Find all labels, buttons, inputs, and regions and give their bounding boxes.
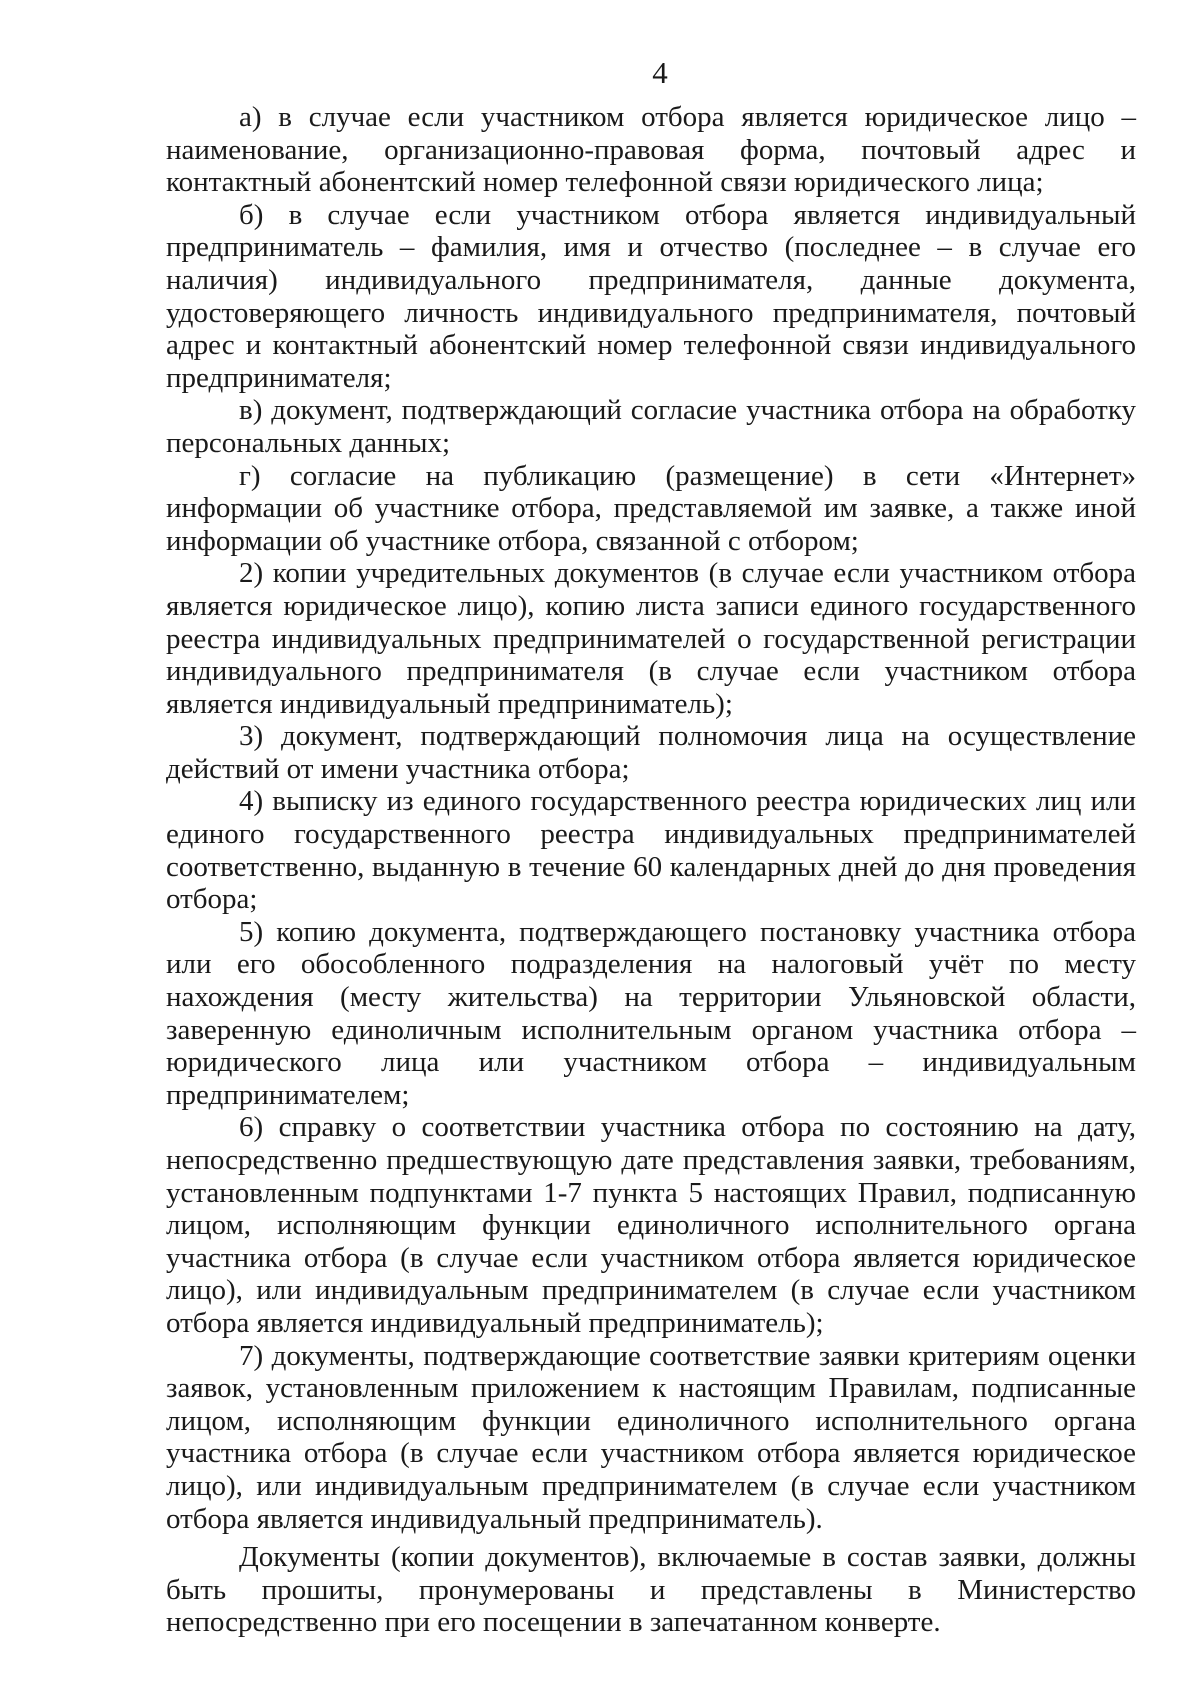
paragraph-2: 2) копии учредительных документов (в случае если участником отбора является юридическое лицо), копию листа записи единого государственного реестра индивидуальных предпринимателей о государственной регистрации индивидуального предпринимателя (в случае если участником отбора является индивидуальный предприниматель); bbox=[166, 557, 1136, 720]
paragraph-3: 3) документ, подтверждающий полномочия лица на осуществление действий от имени участника отбора; bbox=[166, 720, 1136, 785]
paragraph-5: 5) копию документа, подтверждающего постановку участника отбора или его обособленного подразделения на налоговый учёт по месту нахождения (месту жительства) на территории Ульяновской области, заверенную единоличным исполнительным органом участника отбора – юридического лица или участником отбора – индивидуальным предпринимателем; bbox=[166, 915, 1136, 1111]
page-number: 4 bbox=[652, 55, 668, 90]
paragraph-4: 4) выписку из единого государственного реестра юридических лиц или единого государственного реестра индивидуальных предпринимателей соответственно, выданную в течение 60 календарных дней до дня проведения отбора; bbox=[166, 785, 1136, 916]
paragraph-a: а) в случае если участником отбора является юридическое лицо – наименование, организационно-правовая форма, почтовый адрес и контактный абонентский номер телефонной связи юридического лица; bbox=[166, 101, 1136, 199]
paragraph-g: г) согласие на публикацию (размещение) в сети «Интернет» информации об участнике отбора, представляемой им заявке, а также иной информации об участнике отбора, связанной с отбором; bbox=[166, 459, 1136, 557]
paragraph-v: в) документ, подтверждающий согласие участника отбора на обработку персональных данных; bbox=[166, 394, 1136, 459]
document-body bbox=[166, 101, 1136, 1639]
paragraph-6: 6) справку о соответствии участника отбора по состоянию на дату, непосредственно предшествующую дате представления заявки, требованиям, установленным подпунктами 1-7 пункта 5 настоящих Правил, подписанную лицом, исполняющим функции единоличного исполнительного органа участника отбора (в случае если участником отбора является юридическое лицо), или индивидуальным предпринимателем (в случае если участником отбора является индивидуальный предприниматель); bbox=[166, 1111, 1136, 1339]
closing-paragraph: Документы (копии документов), включаемые в состав заявки, должны быть прошиты, пронумерованы и представлены в Министерство непосредственно при его посещении в запечатанном конверте. bbox=[166, 1541, 1136, 1639]
paragraph-7: 7) документы, подтверждающие соответствие заявки критериям оценки заявок, установленным приложением к настоящим Правилам, подписанные лицом, исполняющим функции единоличного исполнительного органа участника отбора (в случае если участником отбора является юридическое лицо), или индивидуальным предпринимателем (в случае если участником отбора является индивидуальный предприниматель). bbox=[166, 1339, 1136, 1535]
paragraph-b: б) в случае если участником отбора является индивидуальный предприниматель – фамилия, имя и отчество (последнее – в случае его наличия) индивидуального предпринимателя, данные документа, удостоверяющего личность индивидуального предпринимателя, почтовый адрес и контактный абонентский номер телефонной связи индивидуального предпринимателя; bbox=[166, 198, 1136, 394]
